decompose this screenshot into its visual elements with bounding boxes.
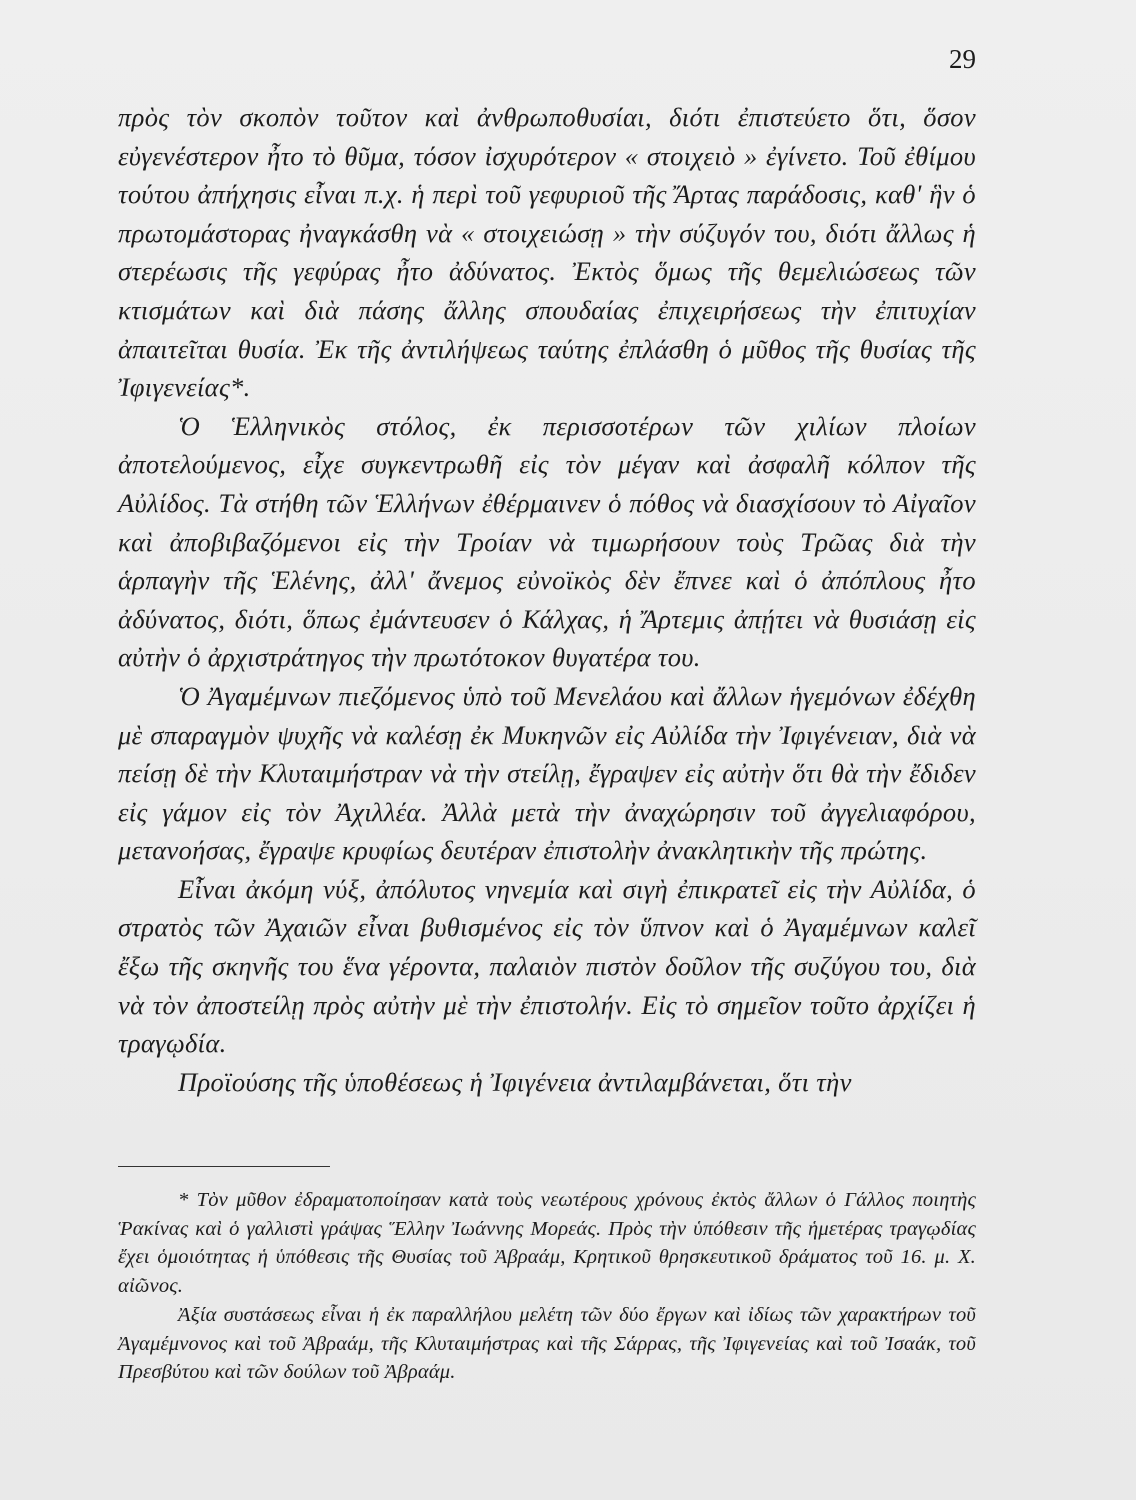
paragraph-5: Προϊούσης τῆς ὑποθέσεως ἡ Ἰφιγένεια ἀντιλαμβάνεται, ὅτι τὴν [178,1066,852,1097]
footnotes [118,1186,976,1387]
paragraph-1: πρὸς τὸν σκοπὸν τοῦτον καὶ ἀνθρωποθυσίαι, διότι ἐπιστεύετο ὅτι, ὅσον εὐγενέστερον ἦτο τὸ θῦμα, τόσον ἰσχυρότερον « στοιχειὸ » ἐγίνετο. Τοῦ ἐθίμου τούτου ἀπήχησις εἶναι π.χ. ἡ περὶ τοῦ γεφυριοῦ τῆς Ἄρτας παράδοσις, καθ' ἣν ὁ πρωτομάστορας ἠναγκάσθη νὰ « στοιχειώσῃ » τὴν σύζυγόν του, διότι ἄλλως ἡ στερέωσις τῆς γεφύρας ἦτο ἀδύνατος. Ἐκτὸς ὅμως τῆς θεμελιώσεως τῶν κτισμάτων καὶ διὰ πάσης ἄλλης σπουδαίας ἐπιχειρήσεως τὴν ἐπιτυχίαν ἀπαιτεῖται θυσία. Ἐκ τῆς ἀντιλήψεως ταύτης ἐπλάσθη ὁ μῦθος τῆς θυσίας τῆς Ἰφιγενείας*. [118,102,976,403]
paragraph-3: Ὁ Ἀγαμέμνων πιεζόμενος ὑπὸ τοῦ Μενελάου καὶ ἄλλων ἡγεμόνων ἐδέχθη μὲ σπαραγμὸν ψυχῆς νὰ καλέσῃ ἐκ Μυκηνῶν εἰς Αὐλίδα τὴν Ἰφιγένειαν, διὰ νὰ πείσῃ δὲ τὴν Κλυταιμήστραν νὰ τὴν στείλῃ, ἔγραψεν εἰς αὐτὴν ὅτι θὰ τὴν ἔδιδεν εἰς γάμον εἰς τὸν Ἀχιλλέα. Ἀλλὰ μετὰ τὴν ἀναχώρησιν τοῦ ἀγγελιαφόρου, μετανοήσας, ἔγραψε κρυφίως δευτέραν ἐπιστολὴν ἀνακλητικὴν τῆς πρώτης. [118,680,976,866]
paragraph-4: Εἶναι ἀκόμη νύξ, ἀπόλυτος νηνεμία καὶ σιγὴ ἐπικρατεῖ εἰς τὴν Αὐλίδα, ὁ στρατὸς τῶν Ἀχαιῶν εἶναι βυθισμένος εἰς τὸν ὕπνον καὶ ὁ Ἀγαμέμνων καλεῖ ἔξω τῆς σκηνῆς του ἕνα γέροντα, παλαιὸν πιστὸν δοῦλον τῆς συζύγου του, διὰ νὰ τὸν ἀποστείλῃ πρὸς αὐτὴν μὲ τὴν ἐπιστολήν. Εἰς τὸ σημεῖον τοῦτο ἀρχίζει ἡ τραγῳδία. [118,873,976,1059]
main-text [118,98,976,1101]
footnote-2: Ἀξία συστάσεως εἶναι ἡ ἐκ παραλλήλου μελέτη τῶν δύο ἔργων καὶ ἰδίως τῶν χαρακτήρων τοῦ Ἀγαμέμνονος καὶ τοῦ Ἀβραάμ, τῆς Κλυταιμήστρας καὶ τῆς Σάρρας, τῆς Ἰφιγενείας καὶ τοῦ Ἰσαάκ, τοῦ Πρεσβύτου καὶ τῶν δούλων τοῦ Ἀβραάμ. [118,1303,976,1384]
page-number: 29 [949,44,976,74]
paragraph-2: Ὁ Ἑλληνικὸς στόλος, ἐκ περισσοτέρων τῶν χιλίων πλοίων ἀποτελούμενος, εἶχε συγκεντρωθῆ εἰς τὸν μέγαν καὶ ἀσφαλῆ κόλπον τῆς Αὐλίδος. Τὰ στήθη τῶν Ἑλλήνων ἐθέρμαινεν ὁ πόθος νὰ διασχίσουν τὸ Αἰγαῖον καὶ ἀποβιβαζόμενοι εἰς τὴν Τροίαν νὰ τιμωρήσουν τοὺς Τρῶας διὰ τὴν ἁρπαγὴν τῆς Ἑλένης, ἀλλ' ἄνεμος εὐνοϊκὸς δὲν ἔπνεε καὶ ὁ ἀπόπλους ἦτο ἀδύνατος, διότι, ὅπως ἐμάντευσεν ὁ Κάλχας, ἡ Ἄρτεμις ἀπῄτει νὰ θυσιάσῃ εἰς αὐτὴν ὁ ἀρχιστράτηγος τὴν πρωτότοκον θυγατέρα του. [118,410,976,673]
footnote-divider [118,1166,330,1167]
footnote-1: * Τὸν μῦθον ἐδραματοποίησαν κατὰ τοὺς νεωτέρους χρόνους ἐκτὸς ἄλλων ὁ Γάλλος ποιητὴς Ῥακίνας καὶ ὁ γαλλιστὶ γράψας Ἕλλην Ἰωάννης Μορεάς. Πρὸς τὴν ὑπόθεσιν τῆς ἡμετέρας τραγῳδίας ἔχει ὁμοιότητας ἡ ὑπόθεσις τῆς Θυσίας τοῦ Ἀβραάμ, Κρητικοῦ θρησκευτικοῦ δράματος τοῦ 16. μ. Χ. αἰῶνος. [118,1189,976,1298]
